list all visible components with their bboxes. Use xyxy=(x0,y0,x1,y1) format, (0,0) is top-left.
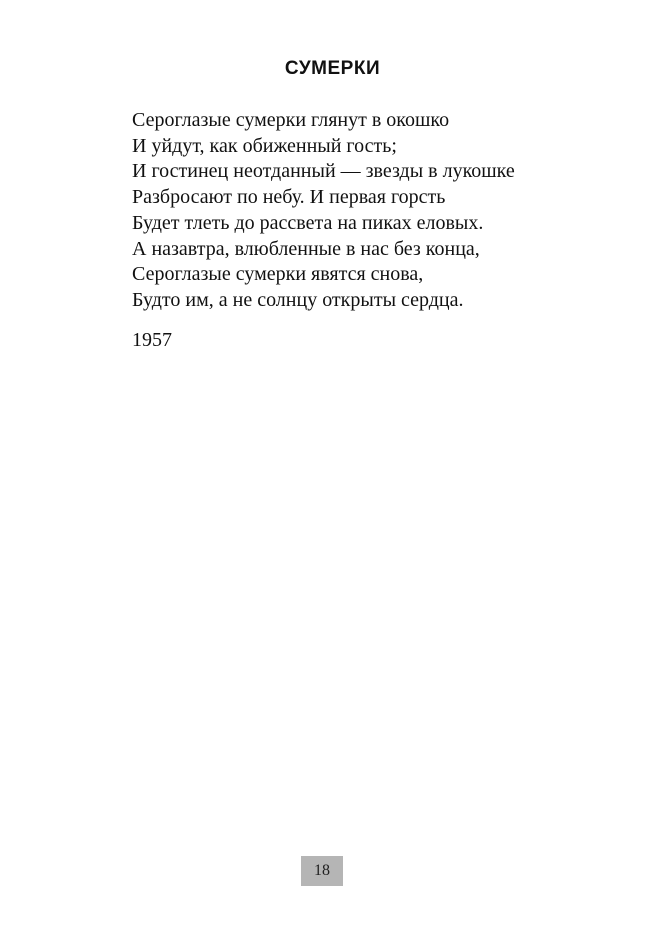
poem-line: Будто им, а не солнцу открыты сердца. xyxy=(132,288,464,311)
poem-year: 1957 xyxy=(132,329,172,351)
poem-line: Сероглазые сумерки глянут в окошко xyxy=(132,109,450,131)
poem-line: Сероглазые сумерки явятся снова, xyxy=(132,263,424,286)
poem-body xyxy=(132,108,515,314)
poem-title: СУМЕРКИ xyxy=(284,58,381,79)
poem-line: И гостинец неотданный — звезды в лукошке xyxy=(132,160,515,183)
poem-line: А назавтра, влюбленные в нас без конца, xyxy=(132,237,480,260)
poem-line: Разбросают по небу. И первая горсть xyxy=(132,186,446,209)
poem-line: Будет тлеть до рассвета на пиках еловых. xyxy=(132,211,484,234)
page-number-badge xyxy=(301,856,343,886)
page-number: 18 xyxy=(314,862,330,879)
poem-line: И уйдут, как обиженный гость; xyxy=(132,134,397,157)
